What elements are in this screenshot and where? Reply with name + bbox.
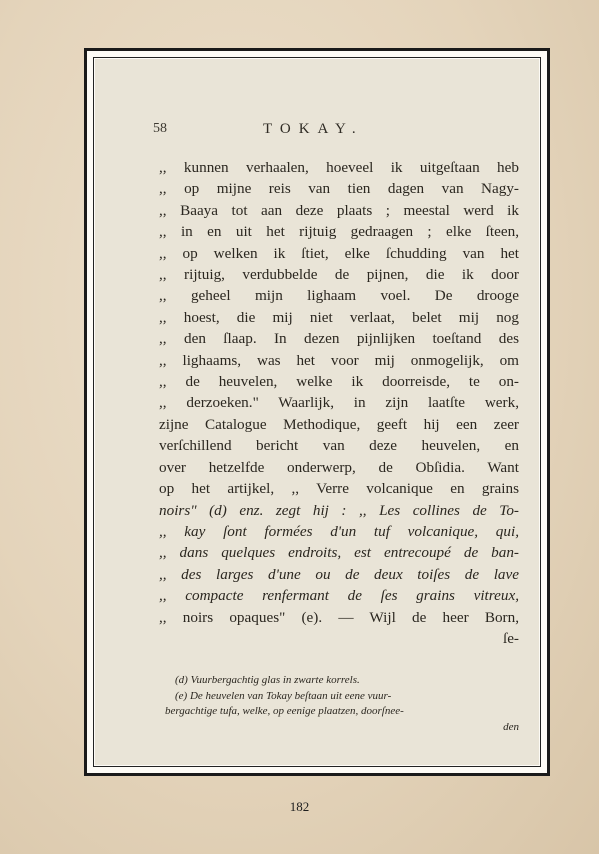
footnotes [165,673,519,735]
text-line: ,, in en uit het rijtuig gedraagen ; elke ſteen, [159,223,519,241]
text-line: ,, derzoeken." Waarlijk, in zijn laatſte werk, [159,394,519,412]
text-line: ,, op mijne reis van tien dagen van Nagy- [159,180,519,198]
text-line: ,, kay ſont formées d'un tuf volcanique, qui, [159,522,519,540]
text-line: ,, lighaams, was het voor mij onmogelijk, om [159,351,519,369]
folio-number: 182 [289,799,310,814]
footnote-e-continued: bergachtige tufa, welke, op eenige plaatzen, doorſnee- [165,705,404,717]
running-title: TOKAY. [263,121,364,137]
text-line: ,, dans quelques endroits, est entrecoupé de ban- [159,544,519,562]
page-number: 58 [153,121,167,136]
footnote-e-catchword: den [503,720,519,733]
page-header [95,121,539,141]
text-line: ,, Baaya tot aan deze plaats ; meestal werd ik [159,201,519,219]
text-line: ,, compacte renfermant de ſes grains vitreux, [159,587,519,605]
text-line: ,, den ſlaap. In dezen pijnlijken toeſtand des [159,330,519,348]
text-line: ,, de heuvelen, welke ik doorreisde, te on- [159,373,519,391]
book-leaf [95,59,539,765]
text-line: op het artijkel, ,, Verre volcanique en grains [159,480,519,498]
text-line: ,, op welken ik ſtiet, elke ſchudding van het [159,244,519,262]
text-line: ,, geheel mijn lighaam voel. De drooge [159,287,519,305]
text-line: verſchillend bericht van deze heuvelen, en [159,437,519,455]
text-line: ,, des larges d'une ou de deux toiſes de lave [159,565,519,583]
text-line: ,, noirs opaques" (e). — Wijl de heer Born, [159,608,519,626]
page-frame [84,48,550,776]
catchword: ſe- [502,629,519,647]
text-line: over hetzelfde onderwerp, de Obſidia. Want [159,458,519,476]
footnote-d: (d) Vuurbergachtig glas in zwarte korrels. [175,674,360,686]
text-line: zijne Catalogue Methodique, geeft hij een zeer [159,415,519,433]
text-line: ,, hoest, die mij niet verlaat, belet mij nog [159,308,519,326]
body-text [159,157,519,649]
text-line: noirs" (d) enz. zegt hij : ,, Les collines de To- [159,501,519,519]
text-line: ,, kunnen verhaalen, hoeveel ik uitgeſtaan heb [159,159,519,176]
footnote-e: (e) De heuvelen van Tokay beſtaan uit eene vuur- [175,689,392,702]
text-line: ,, rijtuig, verdubbelde de pijnen, die ik door [159,266,519,284]
